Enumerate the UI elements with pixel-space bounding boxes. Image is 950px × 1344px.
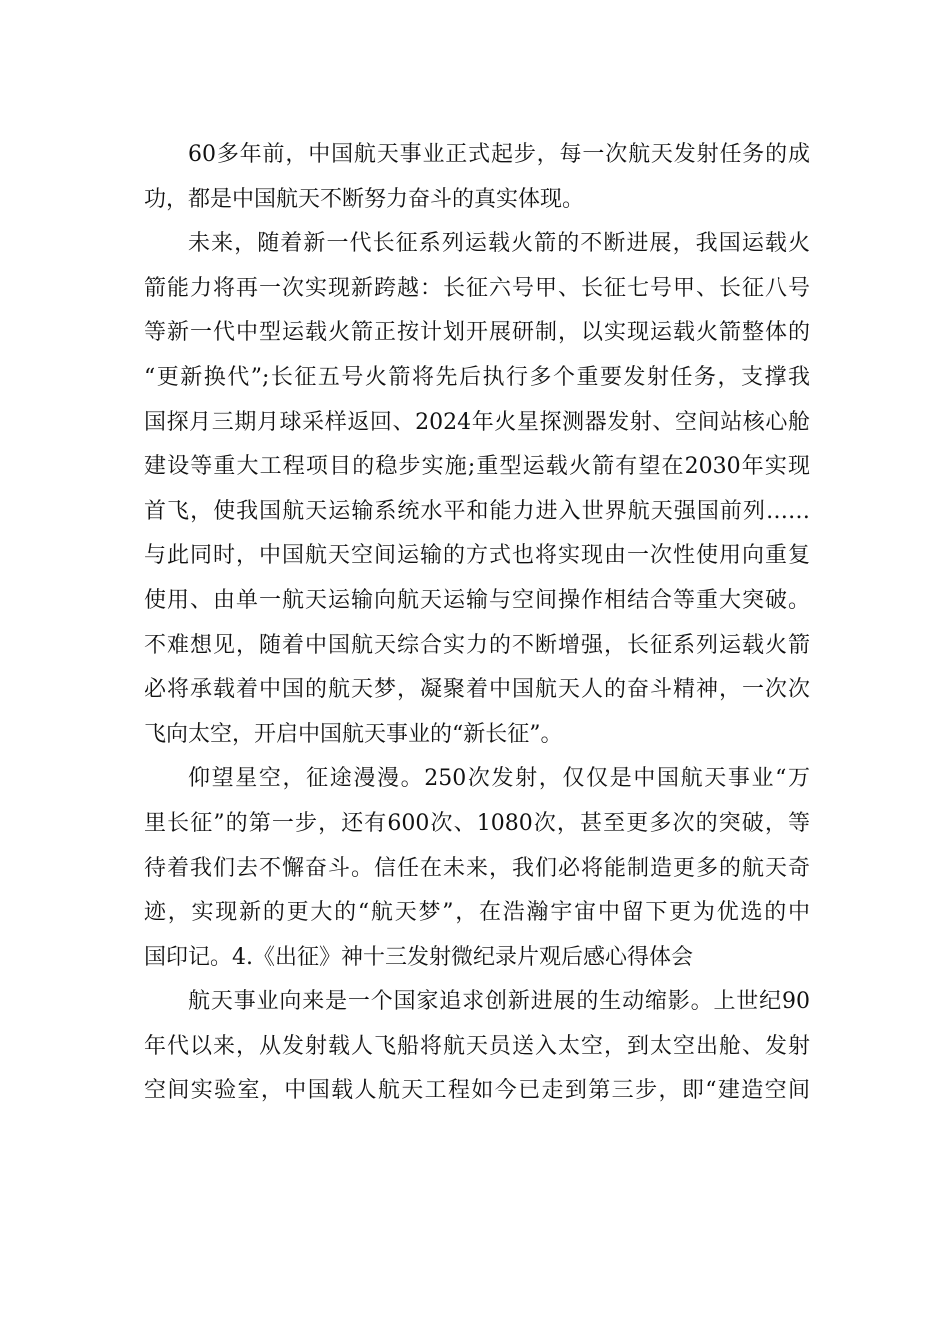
text-line: 与此同时，中国航天空间运输的方式也将实现由一次性使用向重复 — [144, 543, 810, 569]
text-line: 里长征”的第一步，还有600次、1080次，甚至更多次的突破，等 — [144, 810, 810, 836]
text-line: 功，都是中国航天不断努力奋斗的真实体现。 — [144, 186, 585, 212]
paragraph-3 — [144, 757, 810, 980]
text-line: 等新一代中型运载火箭正按计划开展研制，以实现运载火箭整体的 — [144, 320, 810, 346]
text-line: 年代以来，从发射载人飞船将航天员送入太空，到太空出舱、发射 — [144, 1033, 810, 1059]
text-line: 航天事业向来是一个国家追求创新进展的生动缩影。上世纪90 — [188, 989, 810, 1015]
text-line: “更新换代”;长征五号火箭将先后执行多个重要发射任务，支撑我 — [144, 364, 810, 390]
text-line: 不难想见，随着中国航天综合实力的不断增强，长征系列运载火箭 — [144, 632, 810, 658]
text-line: 使用、由单一航天运输向航天运输与空间操作相结合等重大突破。 — [144, 587, 810, 613]
text-line: 国探月三期月球采样返回、2024年火星探测器发射、空间站核心舱 — [144, 409, 810, 435]
text-line: 国印记。4.《出征》神十三发射微纪录片观后感心得体会 — [144, 944, 693, 970]
paragraph-1 — [144, 133, 810, 222]
text-line: 必将承载着中国的航天梦，凝聚着中国航天人的奋斗精神，一次次 — [144, 677, 810, 703]
document-body — [144, 133, 810, 1114]
text-line: 空间实验室，中国载人航天工程如今已走到第三步，即“建造空间 — [144, 1078, 810, 1104]
paragraph-2 — [144, 222, 810, 757]
text-line: 建设等重大工程项目的稳步实施;重型运载火箭有望在2030年实现 — [144, 454, 810, 480]
text-line: 飞向太空，开启中国航天事业的“新长征”。 — [144, 721, 563, 747]
text-line: 60多年前，中国航天事业正式起步，每一次航天发射任务的成 — [188, 142, 810, 167]
text-line: 待着我们去不懈奋斗。信任在未来，我们必将能制造更多的航天奇 — [144, 855, 810, 881]
paragraph-4 — [144, 980, 810, 1114]
text-line: 迹，实现新的更大的“航天梦”，在浩瀚宇宙中留下更为优选的中 — [144, 900, 810, 926]
text-line: 仰望星空，征途漫漫。250次发射，仅仅是中国航天事业“万 — [188, 766, 810, 792]
text-line: 未来，随着新一代长征系列运载火箭的不断进展，我国运载火 — [188, 231, 810, 257]
text-line: 首飞，使我国航天运输系统水平和能力进入世界航天强国前列…… — [144, 498, 810, 524]
text-line: 箭能力将再一次实现新跨越：长征六号甲、长征七号甲、长征八号 — [144, 275, 810, 301]
